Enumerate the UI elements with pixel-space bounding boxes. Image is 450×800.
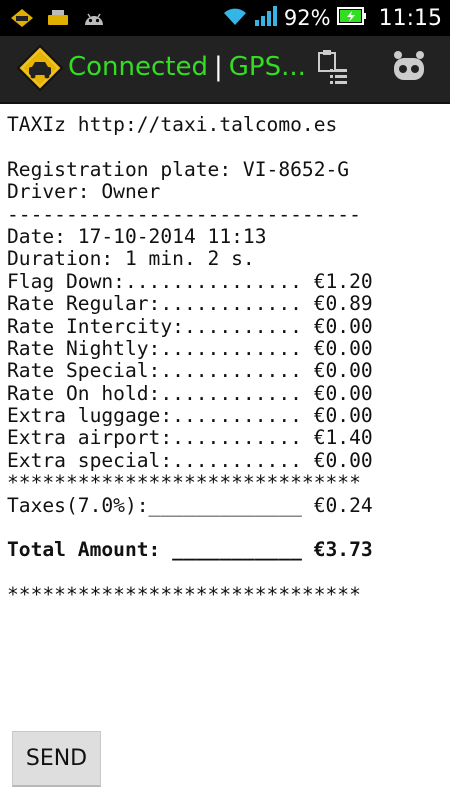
receipt-blank (7, 136, 443, 158)
receipt-star-footer: ****************************** (7, 583, 361, 607)
fare-rate-regular: Rate Regular:............ €0.89 (7, 292, 373, 316)
clock: 11:15 (378, 5, 442, 31)
wifi-icon (222, 5, 248, 32)
taxi-meter-notification-icon (46, 7, 70, 29)
fare-rate-intercity: Rate Intercity:.......... €0.00 (7, 314, 373, 338)
battery-percent: 92% (283, 6, 331, 30)
fare-extra-special: Extra special:........... €0.00 (7, 448, 373, 472)
fare-extra-luggage: Extra luggage:........... €0.00 (7, 404, 373, 428)
driver: Driver: Owner (7, 180, 161, 204)
taxi-app-notification-icon (10, 7, 34, 29)
receipt-star-divider: ****************************** (7, 471, 361, 495)
robot-icon (391, 50, 427, 89)
trip-date: Date: 17-10-2014 11:13 (7, 224, 267, 248)
connection-status (68, 52, 306, 82)
action-bar (0, 36, 450, 104)
fare-flag-down: Flag Down:............... €1.20 (7, 269, 373, 293)
signal-icon (254, 5, 278, 32)
battery-charging-icon (337, 6, 367, 31)
clipboard-list-icon (316, 49, 350, 90)
trip-duration: Duration: 1 min. 2 s. (7, 247, 255, 271)
status-separator: | (214, 52, 223, 82)
gps-status: GPS... (228, 52, 306, 82)
robot-menu-button[interactable] (386, 46, 432, 92)
taxi-logo-icon[interactable] (16, 44, 64, 96)
taxes: Taxes(7.0%):_____________ €0.24 (7, 493, 373, 517)
fare-rate-nightly: Rate Nightly:............ €0.00 (7, 336, 373, 360)
receipt (7, 114, 443, 607)
android-debug-icon (82, 7, 106, 29)
trip-list-button[interactable] (310, 46, 356, 92)
fare-extra-airport: Extra airport:........... €1.40 (7, 426, 373, 450)
send-button[interactable]: SEND (12, 731, 101, 787)
connected-status: Connected (68, 52, 209, 82)
fare-rate-special: Rate Special:............ €0.00 (7, 359, 373, 383)
status-bar (0, 0, 450, 36)
registration-plate: Registration plate: VI-8652-G (7, 157, 350, 181)
receipt-blank (7, 517, 443, 539)
system-status (222, 0, 442, 36)
total-amount: Total Amount: ___________ €3.73 (7, 538, 373, 562)
fare-rate-on-hold: Rate On hold:............ €0.00 (7, 381, 373, 405)
notification-icons (10, 6, 106, 30)
receipt-blank (7, 562, 443, 584)
receipt-header: TAXIz http://taxi.talcomo.es (7, 113, 338, 136)
receipt-divider: ------------------------------ (7, 202, 361, 226)
